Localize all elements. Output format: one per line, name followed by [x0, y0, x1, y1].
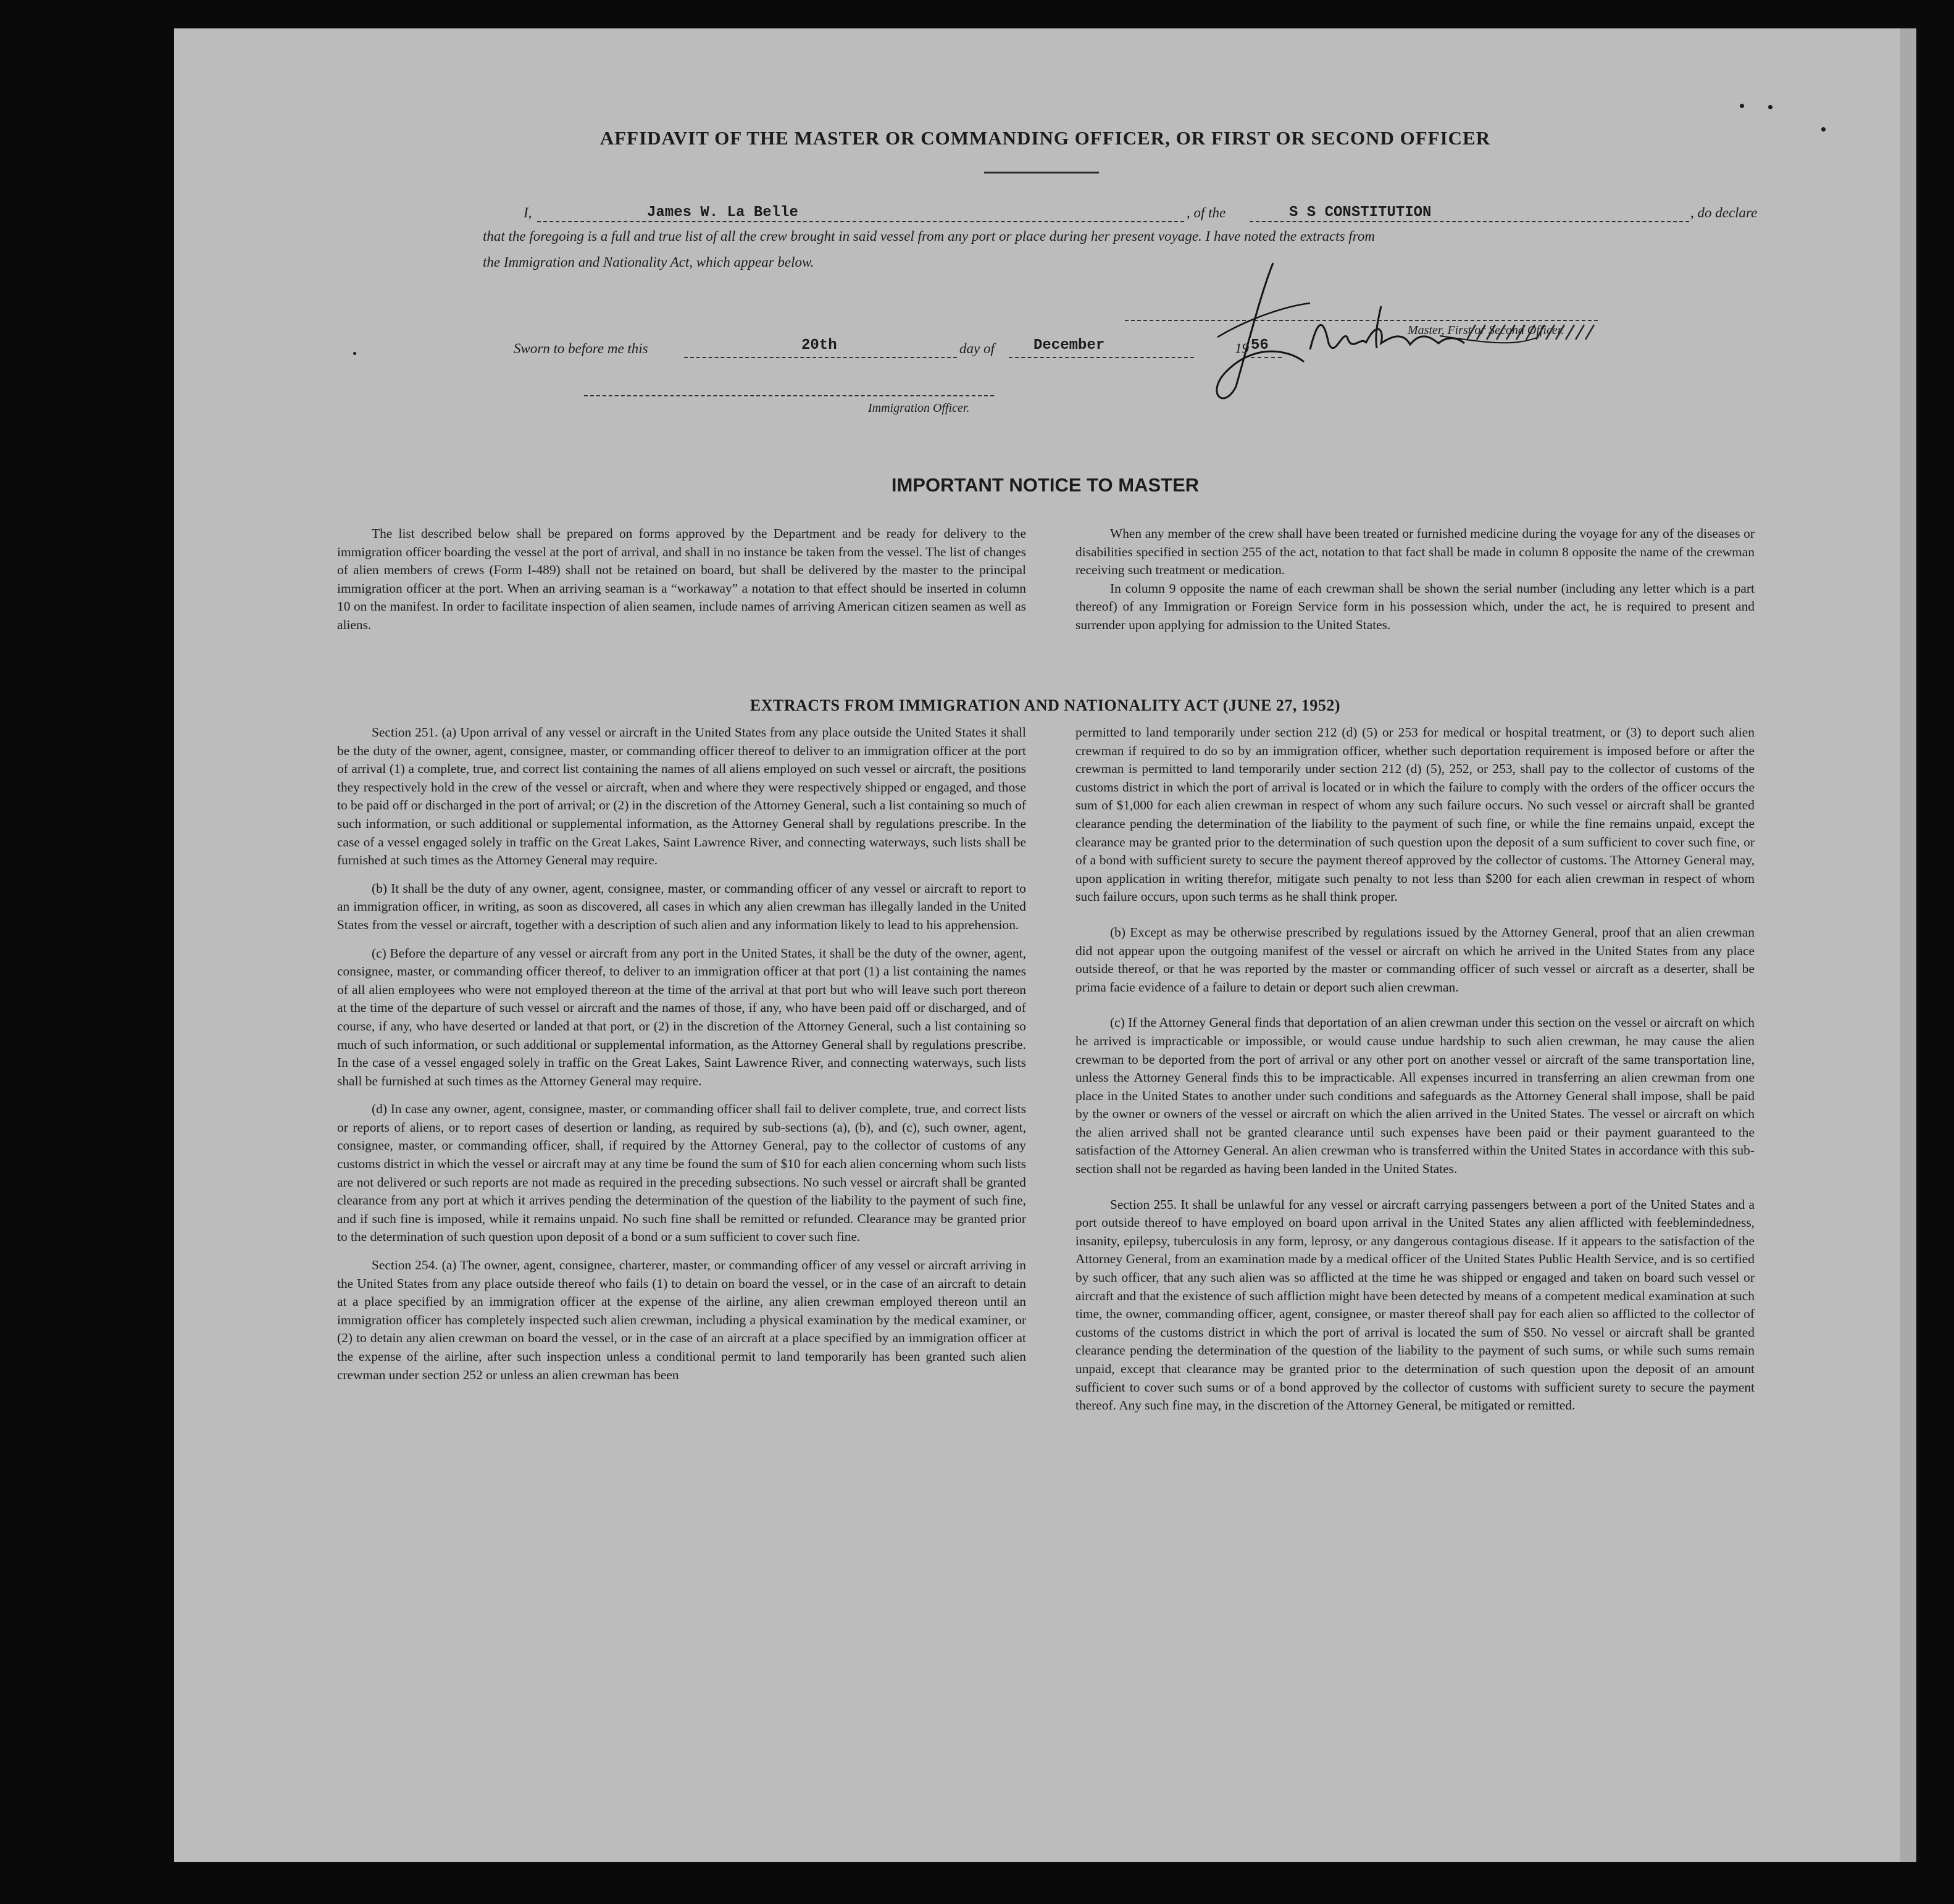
- extract-section-251b: (b) It shall be the duty of any owner, agent, consignee, master, or commanding officer of any vessel or aircraft to report to an immigration officer, in writing, as soon as discovered, all cases in which any alien crewman has illegally landed in the United States from the vessel or aircraft, together with a description of such alien and any information likely to lead to his apprehension.: [337, 880, 1026, 932]
- day-line: [684, 357, 957, 358]
- of-the-label: , of the: [1187, 205, 1226, 220]
- day-of-label: day of: [959, 341, 995, 356]
- extracts-title: EXTRACTS FROM IMMIGRATION AND NATIONALITY ACT (JUNE 27, 1952): [749, 696, 1341, 714]
- month-line: [1009, 357, 1194, 358]
- scan-speck: [1740, 104, 1744, 108]
- affidavit-title: AFFIDAVIT OF THE MASTER OR COMMANDING OFFICER, OR FIRST OR SECOND OFFICER: [599, 127, 1491, 149]
- extracts-left-column: [337, 724, 1026, 1394]
- page-edge: [1900, 28, 1916, 1862]
- extract-section-254b: (b) Except as may be otherwise prescribed by regulations issued by the Attorney General, proof that an alien crewman did not appear upon the outgoing manifest of the vessel or aircraft on which he arrived in the United States from any place outside thereof, or that he was reported by the master or commanding officer of such vessel or aircraft as a deserter, shall be prima facie evidence of a failure to detain or deport such alien crewman.: [1075, 924, 1755, 995]
- title-divider: [984, 172, 1099, 173]
- scan-speck: [353, 352, 356, 355]
- extract-section-251d: (d) In case any owner, agent, consignee, master, or commanding officer shall fail to deliver complete, true, and correct lists or reports of aliens, or to report cases of desertion or landing, as required by sub-sections (a), (b), and (c), such owner, agent, consignee, master, or commanding officer, shall, if required by the Attorney General, pay to the collector of customs of any customs district in which the vessel or aircraft may at any time be found the sum of $10 for each alien concerning whom such lists are not delivered or such reports are not made as required in the preceding subsections. No such vessel or aircraft shall be granted clearance from any port at which it arrives pending the determination of the question of the liability to the payment of such fine, and if such fine is imposed, while it remains unpaid. No such fine shall be remitted or refunded. Clearance may be granted prior to the determination of such question upon deposit of a bond or a sum sufficient to cover such fine.: [337, 1101, 1026, 1245]
- officer-label: Immigration Officer.: [868, 401, 970, 415]
- year-line: [1251, 357, 1282, 358]
- extract-section-255: Section 255. It shall be unlawful for any vessel or aircraft carrying passengers between a port of the United States and a port outside thereof to have employed on board upon arrival in the United States any alien afflicted with feeblemindedness, insanity, epilepsy, tuberculosis in any form, leprosy, or any dangerous contagious disease. If it appears to the satisfaction of the Attorney General, from an examination made by a medical officer of the United States Public Health Service, and is so certified by such officer, that any such alien was so afflicted at the time he was shipped or engaged and taken on board such vessel or aircraft and that the existence of such affliction might have been detected by means of a competent medical examination at such time, the owner, commanding officer, agent, consignee, or master thereof shall pay for each alien so afflicted to the collector of customs of the customs district in which the port of arrival is located the sum of $50. No vessel or aircraft shall be granted clearance pending the determination of the question of the liability to the payment of such sums, or while such sums remain unpaid, except that clearance may be granted prior to the determination of such question upon the deposit of an amount sufficient to cover such sums or of a bond approved by the collector of customs with sufficient surety to secure the payment thereof. Any such fine may, in the discretion of the Attorney General, be mitigated or remitted.: [1075, 1196, 1755, 1413]
- scan-speck: [1821, 127, 1826, 132]
- notice-left-column: [337, 525, 1026, 645]
- document-page: [174, 28, 1916, 1862]
- extracts-right-column: [1075, 724, 1755, 1425]
- vessel-line: [1250, 221, 1689, 222]
- declaration-line-2: that the foregoing is a full and true list of all the crew brought in said vessel from any port or place during her present voyage. I have noted the extracts from: [483, 228, 1375, 244]
- notice-right-paragraph-1: When any member of the crew shall have been treated or furnished medicine during the voyage for any of the diseases or disabilities specified in section 255 of the act, notation to that fact shall be made in column 8 opposite the name of the crewman receiving such treatment or medication.: [1075, 526, 1755, 578]
- notice-title: IMPORTANT NOTICE TO MASTER: [891, 474, 1200, 496]
- extract-section-251a: Section 251. (a) Upon arrival of any vessel or aircraft in the United States from any place outside the United States it shall be the duty of the owner, agent, consignee, master, or commanding officer thereof to deliver to an immigration officer at the port of arrival (1) a complete, true, and correct list containing the names of all aliens employed on such vessel or aircraft, the positions they respectively hold in the crew of the vessel or aircraft, when and where they were respectively shipped or engaged, and those to be paid off or discharged in the port of arrival; or (2) in the discretion of the Attorney General, such a list containing so much of such information, or such additional or supplemental information, as the Attorney General shall by regulations prescribe. In the case of a vessel engaged solely in traffic on the Great Lakes, Saint Lawrence River, and connecting waterways, such lists shall be furnished at such times as the Attorney General may require.: [337, 725, 1026, 868]
- extract-section-254a: Section 254. (a) The owner, agent, consignee, charterer, master, or commanding officer of any vessel or aircraft arriving in the United States from any place outside thereof who fails (1) to detain on board the vessel, or in the case of an aircraft to detain at a place specified by an immigration officer at the expense of the airline, any alien crewman employed thereon until an immigration officer has completely inspected such alien crewman, including a physical examination by the medical examiner, or (2) to detain any alien crewman on board the vessel, or in the case of an aircraft at a place specified by an immigration officer at the expense of the airline, after such inspection unless a conditional permit to land temporarily has been granted such alien crewman under section 252 or unless an alien crewman has been: [337, 1258, 1026, 1382]
- extract-section-254c: (c) If the Attorney General finds that deportation of an alien crewman under this section on the vessel or aircraft on which he arrived is impracticable or impossible, or would cause undue hardship to such alien crewman, he may cause the alien crewman to be deported from the port of arrival or any other port on another vessel or aircraft of the same transportation line, unless the Attorney General finds this to be impracticable. All expenses incurred in transferring an alien crewman from one place in the United States to another under such conditions and safeguards as the Attorney General shall impose, shall be paid by the owner or owners of the vessel or aircraft on which the alien arrived in the United States. The vessel or aircraft on which the alien arrived shall not be granted clearance until such expenses have been paid or their payment guaranteed to the satisfaction of the Attorney General. An alien crewman who is transferred within the United States in accordance with this sub-section shall not be regarded as having been landed in the United States.: [1075, 1015, 1755, 1177]
- scan-speck: [1768, 105, 1772, 109]
- notice-left-paragraph: The list described below shall be prepared on forms approved by the Department and be ready for delivery to the immigration officer boarding the vessel at the port of arrival, and shall in no instance be taken from the vessel. The list of changes of alien members of crews (Form I-489) shall not be retained on board, but shall be delivered by the master to the principal immigration officer at the port. When an arriving seaman is a “workaway” a notation to that effect should be inserted in column 10 on the manifest. In order to facilitate inspection of alien seamen, include names of arriving American citizen seamen as well as aliens.: [337, 526, 1026, 632]
- officer-line: [584, 395, 994, 396]
- extract-section-254a-cont: permitted to land temporarily under section 212 (d) (5) or 253 for medical or hospital treatment, or (3) to deport such alien crewman if required to do so by an immigration officer, whether such deportation requirement is imposed before or after the crewman is permitted to land temporarily under section 212 (d) (5), 252, or 253, shall pay to the collector of customs of the customs district in which the port of arrival is located or in which the failure to comply with the orders of the officer occurs the sum of $1,000 for each alien crewman in respect of whom any such failure occurs. No such vessel or aircraft shall be granted clearance pending the determination of the liability to the payment of such fine, or while the fine remains unpaid, except the clearance may be granted prior to the determination of such question upon the deposit of a sum sufficient to cover such fine, or of a bond with sufficient surety to secure the payment thereof approved by the collector of customs. The Attorney General may, upon application in writing therefor, mitigate such penalty to not less than $200 for each alien crewman in respect of whom such failure occurs, upon such terms as he shall think proper.: [1075, 725, 1755, 904]
- extract-section-251c: (c) Before the departure of any vessel or aircraft from any port in the United States, it shall be the duty of the owner, agent, consignee, master, or commanding officer thereof, to deliver to an immigration officer at that port (1) a list containing the names of all alien employees who were not employed thereon at the time of the arrival at that port but who will leave such port thereon at the time of the departure of such vessel or aircraft and the names of those, if any, who have been paid off or discharged, and of course, if any, who have deserted or landed at that port, or (2) in the discretion of the Attorney General, such a list containing so much of such information, or such additional or supplemental information, as the Attorney General shall by regulations prescribe. In the case of a vessel engaged solely in traffic on the Great Lakes, Saint Lawrence River, and connecting waterways, such lists shall be furnished at such times as the Attorney General may require.: [337, 945, 1026, 1088]
- sworn-year: 56: [1251, 337, 1269, 354]
- declarant-name: James W. La Belle: [647, 204, 798, 221]
- notice-right-paragraph-2: In column 9 opposite the name of each crewman shall be shown the serial number (including any letter which is a part thereof) of any Immigration or Foreign Service form in his possession which, under the act, he is required to present and surrender upon applying for admission to the United States.: [1075, 580, 1755, 632]
- master-label: Master, First or Second Officer.: [1408, 324, 1564, 337]
- declaration-line-3: the Immigration and Nationality Act, which appear below.: [483, 254, 814, 270]
- sworn-day: 20th: [801, 337, 837, 354]
- year-prefix: 19: [1235, 341, 1249, 356]
- do-declare-label: , do declare: [1690, 205, 1758, 220]
- sworn-month: December: [1033, 337, 1105, 354]
- sworn-label: Sworn to before me this: [514, 341, 648, 356]
- notice-right-column: [1075, 525, 1755, 645]
- title-strikeout: [1467, 324, 1600, 342]
- declaration-lead: I,: [524, 205, 532, 220]
- vessel-name: S S CONSTITUTION: [1289, 204, 1432, 221]
- name-line: [537, 221, 1184, 222]
